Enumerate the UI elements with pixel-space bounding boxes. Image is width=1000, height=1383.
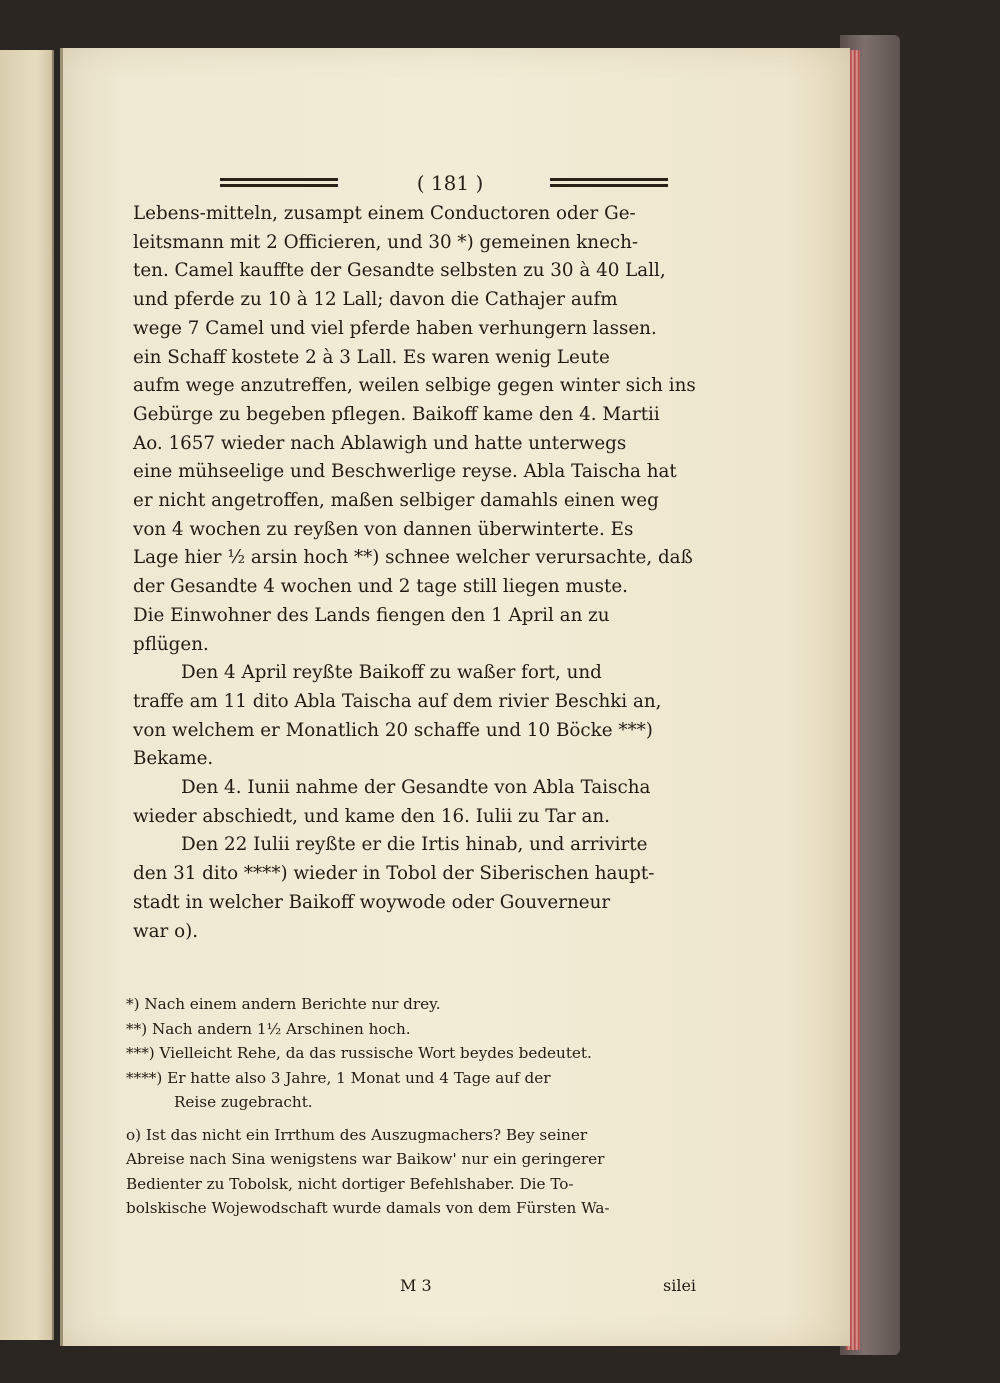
text-line: von welchem er Monatlich 20 schaffe und 10 Böcke ***)	[133, 719, 653, 741]
text-line: ten. Camel kauffte der Gesandte selbsten zu 30 à 40 Lall,	[133, 260, 666, 282]
text-line: Den 4. Iunii nahme der Gesandte von Abla Taischa	[181, 777, 651, 799]
book-page	[60, 48, 850, 1346]
text-line: wege 7 Camel und viel pferde haben verhungern lassen.	[133, 317, 657, 339]
text-line: er nicht angetroffen, maßen selbiger damahls einen weg	[133, 490, 659, 512]
text-line: Die Einwohner des Lands fiengen den 1 April an zu	[133, 604, 610, 626]
footnotes	[126, 992, 711, 1221]
text-line: Den 22 Iulii reyßte er die Irtis hinab, und arrivirte	[181, 834, 648, 856]
header-rule-right	[550, 178, 668, 187]
gutter-line	[60, 48, 63, 1346]
text-line: eine mühseelige und Beschwerlige reyse. Abla Taischa hat	[133, 461, 677, 483]
text-line: Den 4 April reyßte Baikoff zu waßer fort, und	[181, 662, 602, 684]
text-line: aufm wege anzutreffen, weilen selbige gegen winter sich ins	[133, 375, 696, 397]
header-rule-left	[220, 178, 338, 187]
text-line: Lebens-mitteln, zusampt einem Conductoren oder Ge-	[133, 203, 636, 224]
text-line: von 4 wochen zu reyßen von dannen überwinterte. Es	[133, 518, 634, 540]
footnote-line: *) Nach einem andern Berichte nur drey.	[126, 995, 441, 1013]
page-number: ( 181 )	[416, 171, 484, 195]
footnote-line: ****) Er hatte also 3 Jahre, 1 Monat und 4 Tage auf der	[126, 1068, 551, 1087]
footnote-line: **) Nach andern 1½ Arschinen hoch.	[126, 1019, 411, 1038]
footnote-line: Bedienter zu Tobolsk, nicht dortiger Befehlshaber. Die To-	[126, 1174, 574, 1193]
page-header	[220, 170, 680, 196]
facing-page-edge	[0, 50, 54, 1340]
text-line: Lage hier ½ arsin hoch **) schnee welcher verursachte, daß	[133, 547, 693, 569]
text-line: Bekame.	[133, 748, 214, 770]
text-line: war o).	[133, 920, 199, 942]
text-line: der Gesandte 4 wochen und 2 tage still liegen muste.	[133, 576, 628, 598]
footnote-line: o) Ist das nicht ein Irrthum des Auszugmachers? Bey seiner	[126, 1125, 588, 1144]
footnote-line: bolskische Wojewodschaft wurde damals von dem Fürsten Wa-	[126, 1199, 610, 1217]
text-line: wieder abschiedt, und kame den 16. Iulii zu Tar an.	[133, 805, 610, 827]
text-line: traffe am 11 dito Abla Taischa auf dem rivier Beschki an,	[133, 690, 662, 712]
catchword: silei	[663, 1276, 697, 1295]
text-line: stadt in welcher Baikoff woywode oder Gouverneur	[133, 891, 611, 913]
body-text	[133, 200, 705, 946]
footnote-line: ***) Vielleicht Rehe, da das russische Wort beydes bedeutet.	[126, 1044, 592, 1062]
text-line: Ao. 1657 wieder nach Ablawigh und hatte unterwegs	[133, 432, 627, 454]
text-line: ein Schaff kostete 2 à 3 Lall. Es waren wenig Leute	[133, 346, 610, 368]
text-line: leitsmann mit 2 Officieren, und 30 *) gemeinen knech-	[133, 231, 639, 253]
signature-mark: M 3	[400, 1276, 432, 1295]
text-line: und pferde zu 10 à 12 Lall; davon die Cathajer aufm	[133, 289, 618, 311]
footnote-line: Abreise nach Sina wenigstens war Baikow' nur ein geringerer	[126, 1150, 605, 1168]
text-line: den 31 dito ****) wieder in Tobol der Siberischen haupt-	[133, 863, 655, 885]
footnote-line: Reise zugebracht.	[174, 1093, 313, 1111]
text-line: Gebürge zu begeben pflegen. Baikoff kame den 4. Martii	[133, 403, 660, 425]
text-line: pflügen.	[133, 633, 209, 655]
